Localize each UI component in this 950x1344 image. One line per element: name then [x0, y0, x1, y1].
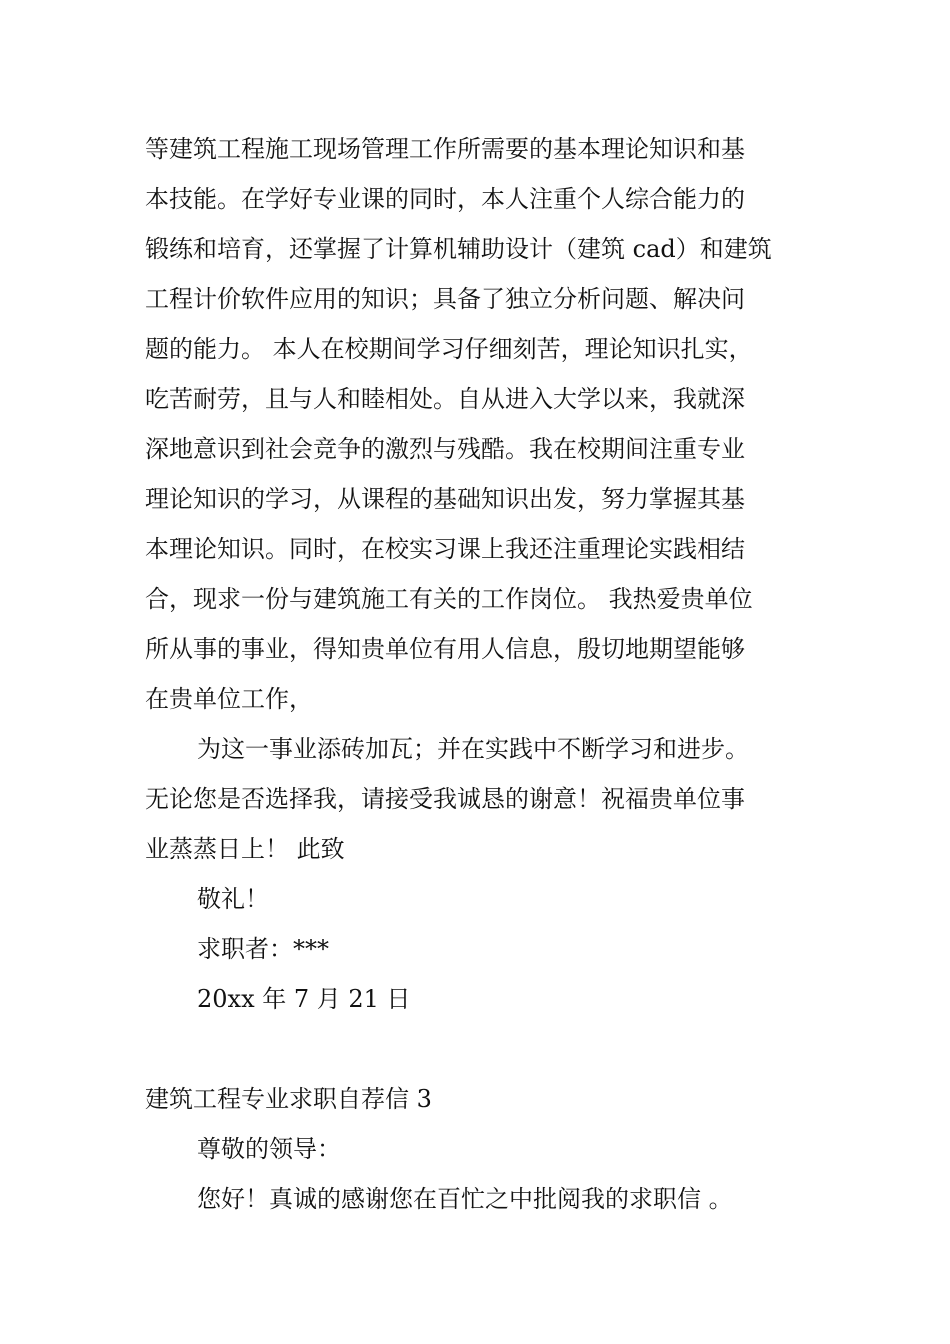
- body-line-2: 本技能。在学好专业课的同时，本人注重个人综合能力的: [145, 185, 745, 213]
- body-line-15: 业蒸蒸日上！ 此致: [145, 835, 345, 863]
- closing-regards: 敬礼！: [197, 885, 269, 913]
- body-line-11: 所从事的事业，得知贵单位有用人信息，殷切地期望能够: [145, 635, 745, 663]
- salutation: 尊敬的领导：: [197, 1135, 341, 1163]
- body-line-5: 题的能力。 本人在校期间学习仔细刻苦，理论知识扎实，: [145, 335, 753, 363]
- body-line-14: 无论您是否选择我，请接受我诚恳的谢意！祝福贵单位事: [145, 785, 745, 813]
- body-line-8: 理论知识的学习，从课程的基础知识出发，努力掌握其基: [145, 485, 745, 513]
- body-line-10: 合，现求一份与建筑施工有关的工作岗位。 我热爱贵单位: [145, 585, 753, 613]
- body-line-13: 为这一事业添砖加瓦；并在实践中不断学习和进步。: [197, 735, 749, 763]
- body-line-7: 深地意识到社会竞争的激烈与残酷。我在校期间注重专业: [145, 435, 745, 463]
- body-line-1: 等建筑工程施工现场管理工作所需要的基本理论知识和基: [145, 135, 745, 163]
- body-line-9: 本理论知识。同时，在校实习课上我还注重理论实践相结: [145, 535, 745, 563]
- body-line-3: 锻练和培育，还掌握了计算机辅助设计（建筑 cad）和建筑: [145, 235, 772, 263]
- applicant-signature: 求职者：***: [197, 935, 329, 963]
- opening-line: 您好！真诚的感谢您在百忙之中批阅我的求职信 。: [197, 1185, 733, 1213]
- body-line-4: 工程计价软件应用的知识；具备了独立分析问题、解决问: [145, 285, 745, 313]
- body-line-6: 吃苦耐劳，且与人和睦相处。自从进入大学以来，我就深: [145, 385, 745, 413]
- letter-date: 20xx 年 7 月 21 日: [197, 985, 411, 1013]
- body-line-12: 在贵单位工作，: [145, 685, 313, 713]
- section-title: 建筑工程专业求职自荐信 3: [145, 1085, 432, 1113]
